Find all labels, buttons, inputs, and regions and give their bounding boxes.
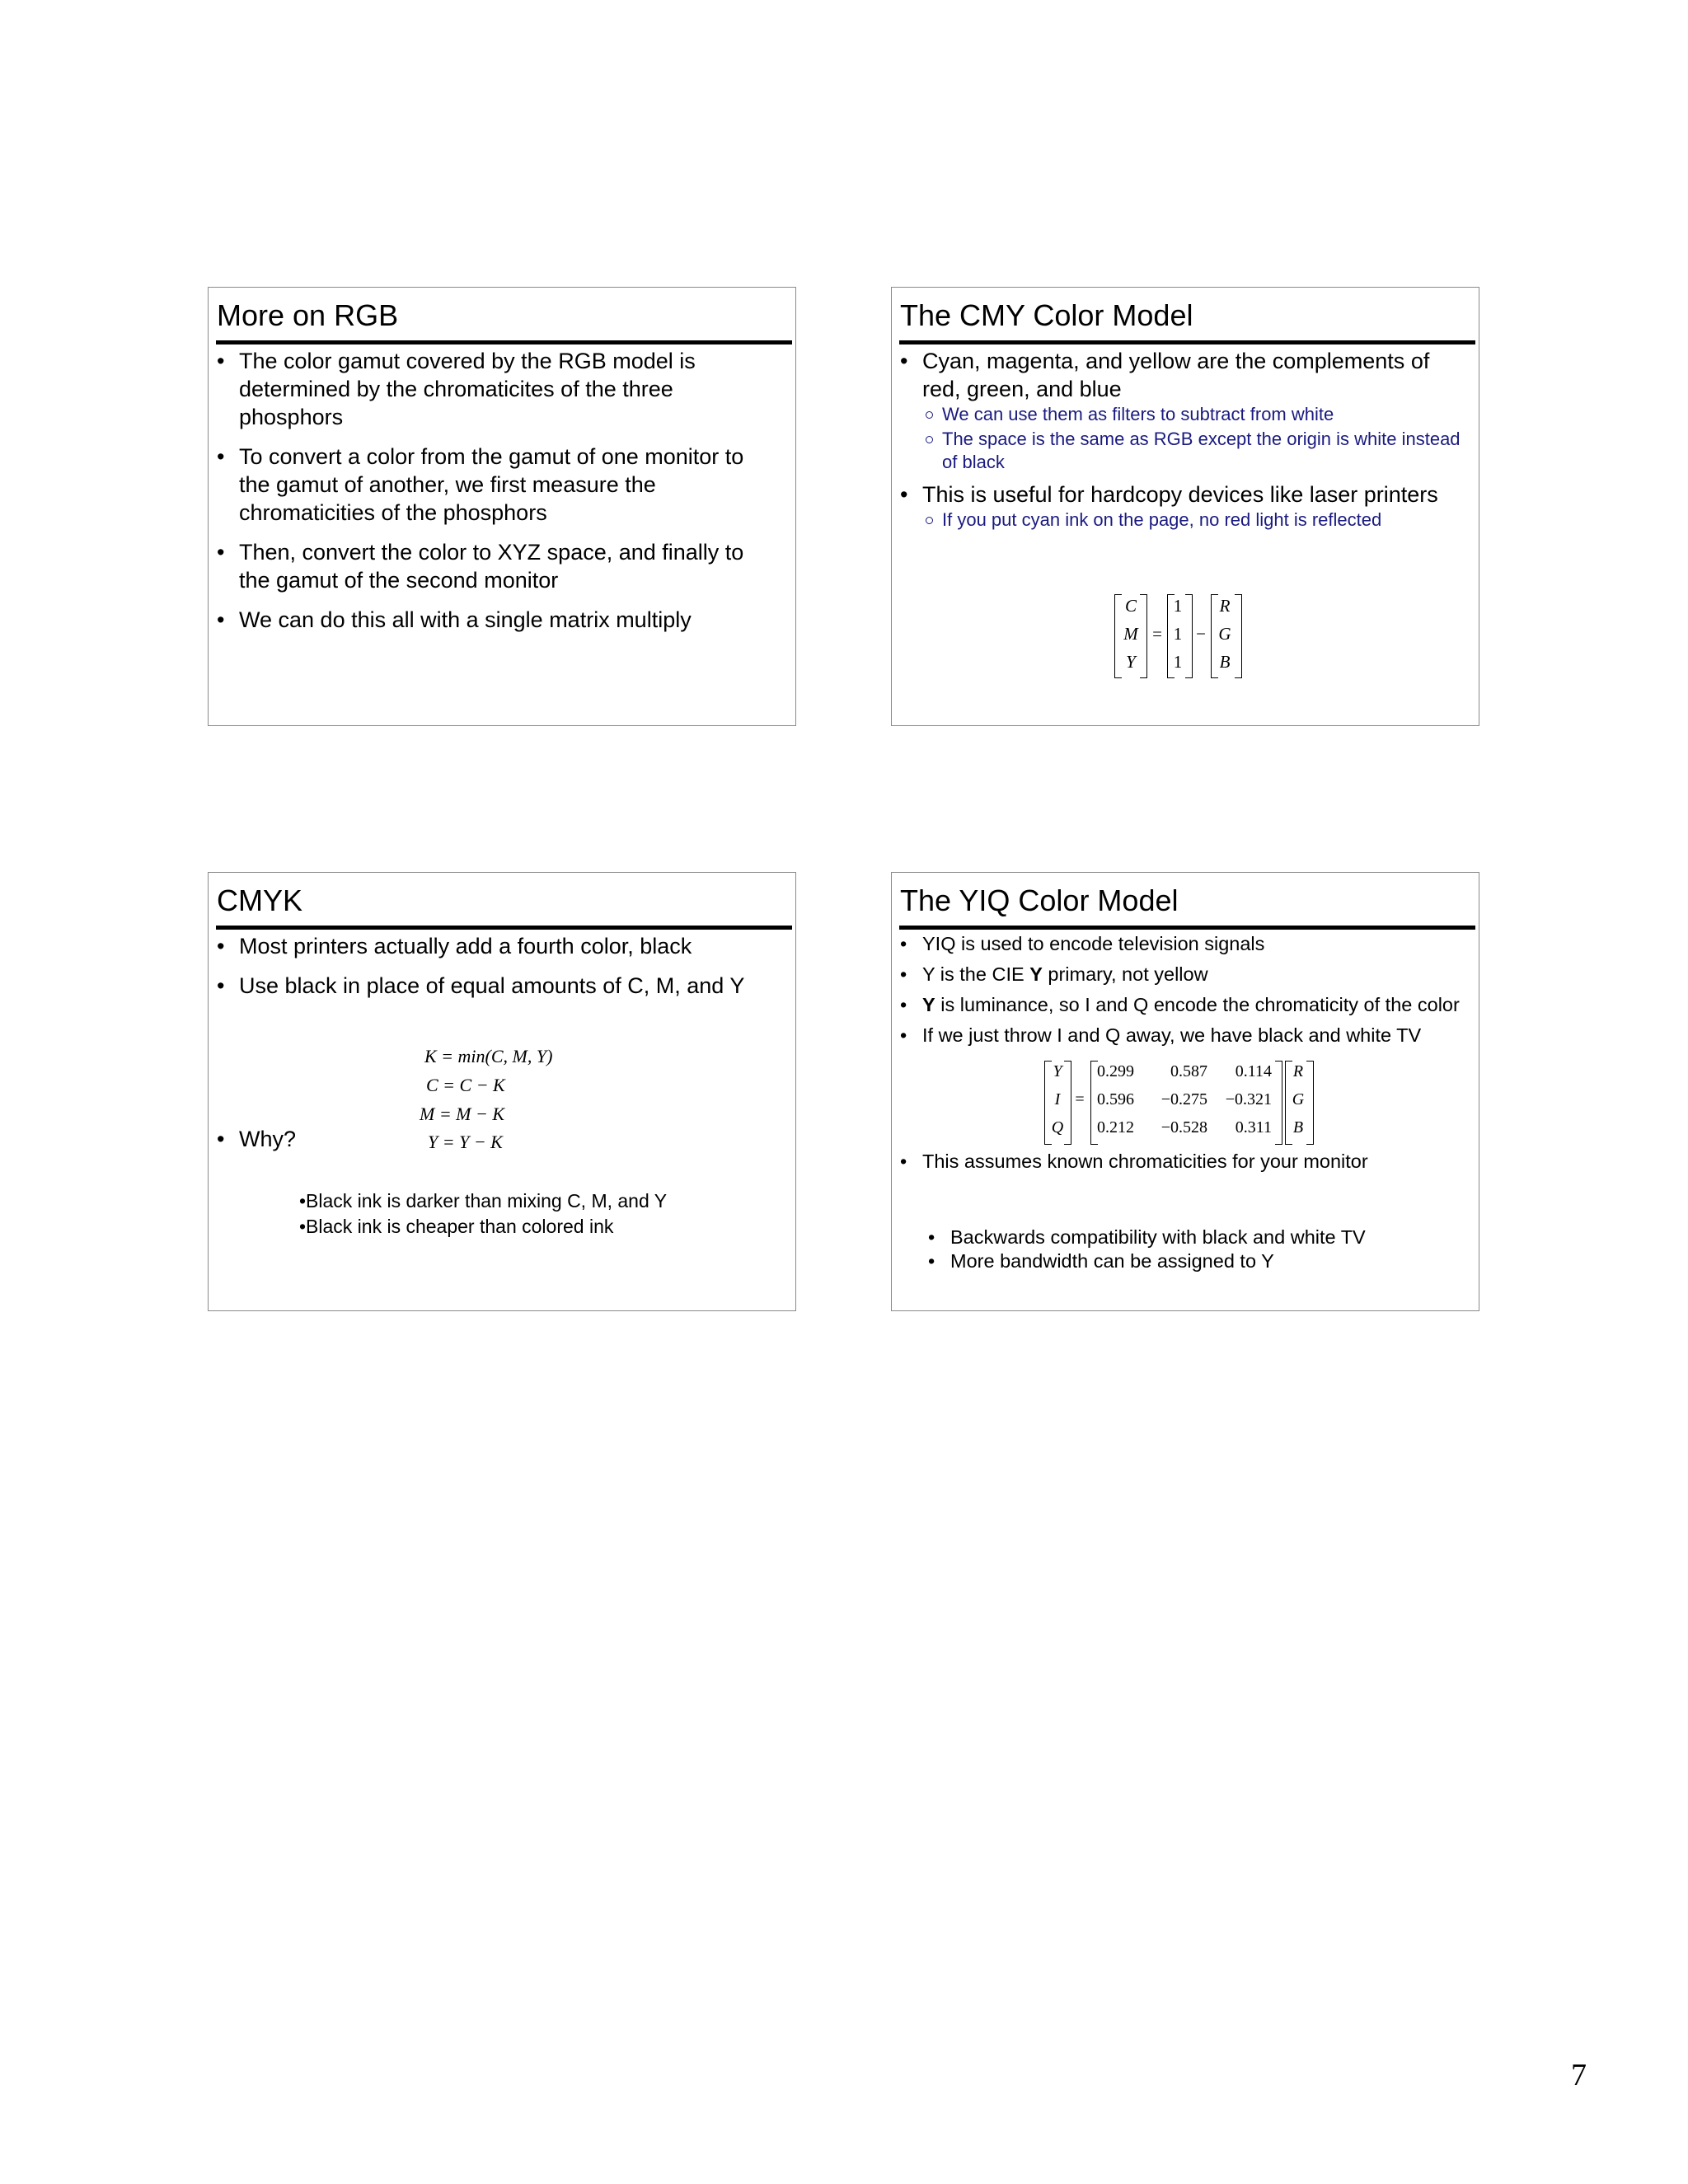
slide-cmyk [208,872,796,1311]
bullet-item: • Why? [217,1125,296,1153]
bullet-item: • If we just throw I and Q away, we have black and white TV [900,1023,1477,1047]
reason-item: •Black ink is cheaper than colored ink [299,1216,614,1237]
slide-title: The YIQ Color Model [900,883,1179,917]
matrix-cell: 0.596 [1097,1090,1134,1108]
bullet-text: Cyan, magenta, and yellow are the complements of red, green, and blue [922,349,1430,401]
bullet-text: This is useful for hardcopy devices like laser printers [922,482,1438,507]
matrix-cell: 0.212 [1097,1118,1134,1137]
matrix-cell: Y [1126,652,1136,672]
bullet-item: • To convert a color from the gamut of one monitor to the gamut of another, we first measure the chromaticities of the phosphors [217,443,777,527]
matrix-cell: I [1054,1090,1061,1108]
bracket-right [1306,1061,1314,1145]
matrix-cell: 1 [1173,596,1183,616]
equation-k: K = min(C, M, Y) [424,1046,553,1066]
bullet-list [900,931,1477,1053]
matrix-cell: 0.299 [1097,1062,1134,1080]
equation-c: C = C − K [426,1075,505,1095]
bullet-item [900,480,1469,532]
reasons-list [928,1226,1366,1273]
slide-more-on-rgb [208,287,796,726]
bullet-item: • We can do this all with a single matrix multiply [217,606,777,634]
bullet-item: • Then, convert the color to XYZ space, and finally to the gamut of the second monitor [217,538,777,594]
page-number: 7 [1571,2058,1587,2093]
bullet-item: • Most printers actually add a fourth color, black [217,932,785,960]
slide-title: More on RGB [217,298,399,332]
slide-title: The CMY Color Model [900,298,1193,332]
yiq-matrix-equation [1044,1061,1325,1147]
bullet-item: • Use black in place of equal amounts of C, M, and Y [217,972,785,1000]
bullet-item [900,992,1477,1017]
reason-item: •Black ink is darker than mixing C, M, and Y [299,1190,668,1212]
matrix-cell: 0.114 [1235,1062,1272,1080]
bullet-text: is luminance, so I and Q encode the chromaticity of the color [935,994,1460,1015]
bracket-right [1235,594,1242,678]
matrix-cell: R [1219,596,1231,616]
bracket-right [1140,594,1147,678]
reason-item: • More bandwidth can be assigned to Y [928,1249,1366,1273]
matrix-cell: M [1123,624,1138,644]
bullet-item: • YIQ is used to encode television signals [900,931,1477,956]
bullet-list [217,932,785,1011]
matrix-cell: Y [1053,1062,1062,1080]
sub-bullet-item: We can use them as filters to subtract from white [922,403,1469,426]
bullet-text: Y is the CIE [922,963,1030,985]
bullet-item [900,962,1477,987]
matrix-cell: 1 [1173,652,1183,672]
equals-sign: = [1075,1090,1085,1108]
matrix-cell: C [1124,596,1137,616]
bracket-right [1185,594,1193,678]
matrix-cell: 0.587 [1170,1062,1207,1080]
matrix-cell: 1 [1173,624,1183,644]
slide-cmy-color-model [891,287,1479,726]
bullet-item [900,347,1469,474]
equation-m: M = M − K [420,1104,505,1124]
equation-y: Y = Y − K [428,1132,503,1152]
sub-bullet-list [922,403,1469,474]
matrix-cell: −0.275 [1160,1090,1207,1108]
slide-yiq-color-model [891,872,1479,1311]
matrix-cell: B [1292,1118,1304,1137]
bold-text: Y [922,994,935,1015]
why-bullet-list [217,1125,296,1153]
title-rule [216,926,792,930]
bullet-item: • The color gamut covered by the RGB model is determined by the chromaticites of the three phosphors [217,347,777,431]
bullet-list [217,347,777,645]
matrix-cell: R [1292,1062,1304,1080]
matrix-cell: G [1292,1090,1305,1108]
matrix-cell: −0.528 [1160,1118,1207,1137]
bracket-right [1275,1061,1282,1145]
sub-bullet-list [922,509,1469,532]
reasons-list [299,1188,667,1240]
matrix-cell: Q [1051,1118,1064,1137]
cmy-matrix-equation [1114,594,1246,681]
reason-item: • Backwards compatibility with black and white TV [928,1226,1366,1249]
title-rule [899,926,1475,930]
equals-sign: = [1152,624,1162,644]
matrix-cell: −0.321 [1225,1090,1272,1108]
matrix-cell: B [1219,652,1231,672]
title-rule [899,340,1475,344]
matrix-cell: G [1218,624,1231,644]
slide-title: CMYK [217,883,303,917]
minus-sign: − [1196,624,1206,644]
bracket-right [1064,1061,1071,1145]
matrix-cell: 0.311 [1235,1118,1272,1137]
sub-bullet-item: The space is the same as RGB except the origin is white instead of black [922,428,1469,474]
sub-bullet-item: If you put cyan ink on the page, no red light is reflected [922,509,1469,532]
title-rule [216,340,792,344]
bold-text: Y [1029,963,1043,985]
bullet-list [900,347,1469,543]
bullet-item: • This assumes known chromaticities for your monitor [900,1149,1477,1174]
bullet-text: primary, not yellow [1042,963,1208,985]
bullet-list [900,1149,1477,1179]
